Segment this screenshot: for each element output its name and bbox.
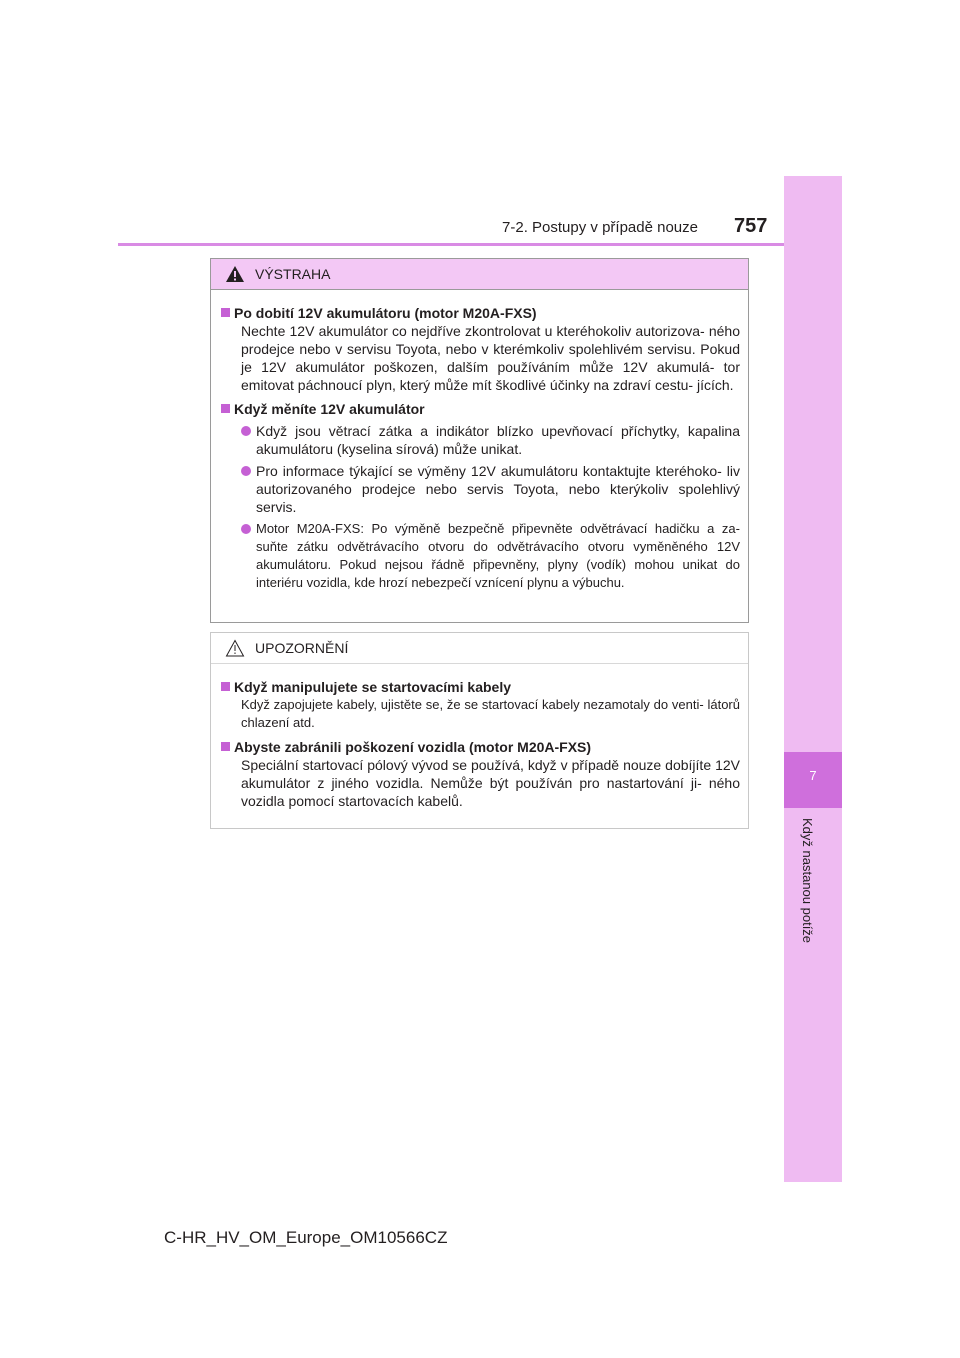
square-bullet-icon bbox=[221, 682, 230, 691]
round-bullet-icon bbox=[241, 466, 251, 476]
notice-section-text: Když zapojujete kabely, ujistěte se, že se startovací kabely nezamotaly do venti- látorů chlazení atd. bbox=[241, 697, 740, 730]
list-item: Motor M20A-FXS: Po výměně bezpečně připevněte odvětrávací hadičku a za- suňte zátku odvětrávacího otvoru do odvětrávacího otvoru vyměněného 12V akumulátoru. Pokud nejsou řádně připevněny, plyny (vodík) mohou unikat do interiéru vozidla, kde hrozí nebezpečí vznícení plynu a výbuchu. bbox=[221, 520, 740, 592]
chapter-number: 7 bbox=[809, 768, 817, 783]
header-section-title: 7-2. Postupy v případě nouze bbox=[502, 219, 698, 236]
warning-header bbox=[211, 259, 748, 290]
notice-title: UPOZORNĚNÍ bbox=[255, 640, 349, 656]
round-bullet-icon bbox=[241, 426, 251, 436]
notice-box bbox=[210, 632, 749, 829]
warning-section-heading: Po dobití 12V akumulátoru (motor M20A-FXS) bbox=[221, 304, 740, 322]
notice-section-heading: Abyste zabránili poškození vozidla (motor M20A-FXS) bbox=[221, 738, 740, 756]
square-bullet-icon bbox=[221, 308, 230, 317]
chapter-title: Když nastanou potíže bbox=[800, 818, 815, 944]
warning-section-text: Nechte 12V akumulátor co nejdříve zkontrolovat u kteréhokoliv autorizova- ného prodejce nebo v servisu Toyota, nebo v kterémkoliv spolehlivém servisu. Pokud je 12V akumulátor poškozen, dalším používáním může 12V akumulá- tor emitovat páchnoucí plyn, který může mít škodlivé účinky na zdraví cestu- jících. bbox=[241, 323, 740, 393]
square-bullet-icon bbox=[221, 742, 230, 751]
round-bullet-icon bbox=[241, 524, 251, 534]
page-number: 757 bbox=[734, 215, 768, 237]
notice-section-heading: Když manipulujete se startovacími kabely bbox=[221, 678, 740, 696]
notice-header bbox=[211, 633, 748, 664]
notice-section-text: Speciální startovací pólový vývod se používá, když v případě nouze dobíjíte 12V akumulátor z jiného vozidla. Nemůže být používán pro nastartování ji- ného vozidla pomocí startovacích kabelů. bbox=[241, 757, 740, 809]
warning-triangle-icon bbox=[225, 265, 245, 283]
header-divider bbox=[118, 243, 784, 246]
list-item: Pro informace týkající se výměny 12V akumulátoru kontaktujte kteréhoko- liv autorizovaného prodejce nebo servis Toyota, nebo kterýkoliv spolehlivý servis. bbox=[221, 462, 740, 516]
list-item: Když jsou větrací zátka a indikátor blízko upevňovací příchytky, kapalina akumulátoru (kyselina sírová) může unikat. bbox=[221, 422, 740, 458]
caution-triangle-icon bbox=[225, 639, 245, 657]
square-bullet-icon bbox=[221, 404, 230, 413]
document-code: C-HR_HV_OM_Europe_OM10566CZ bbox=[164, 1228, 448, 1247]
chapter-side-tab bbox=[784, 176, 842, 1182]
warning-section-heading: Když měníte 12V akumulátor bbox=[221, 400, 740, 418]
warning-title: VÝSTRAHA bbox=[255, 266, 331, 282]
warning-box bbox=[210, 258, 749, 623]
